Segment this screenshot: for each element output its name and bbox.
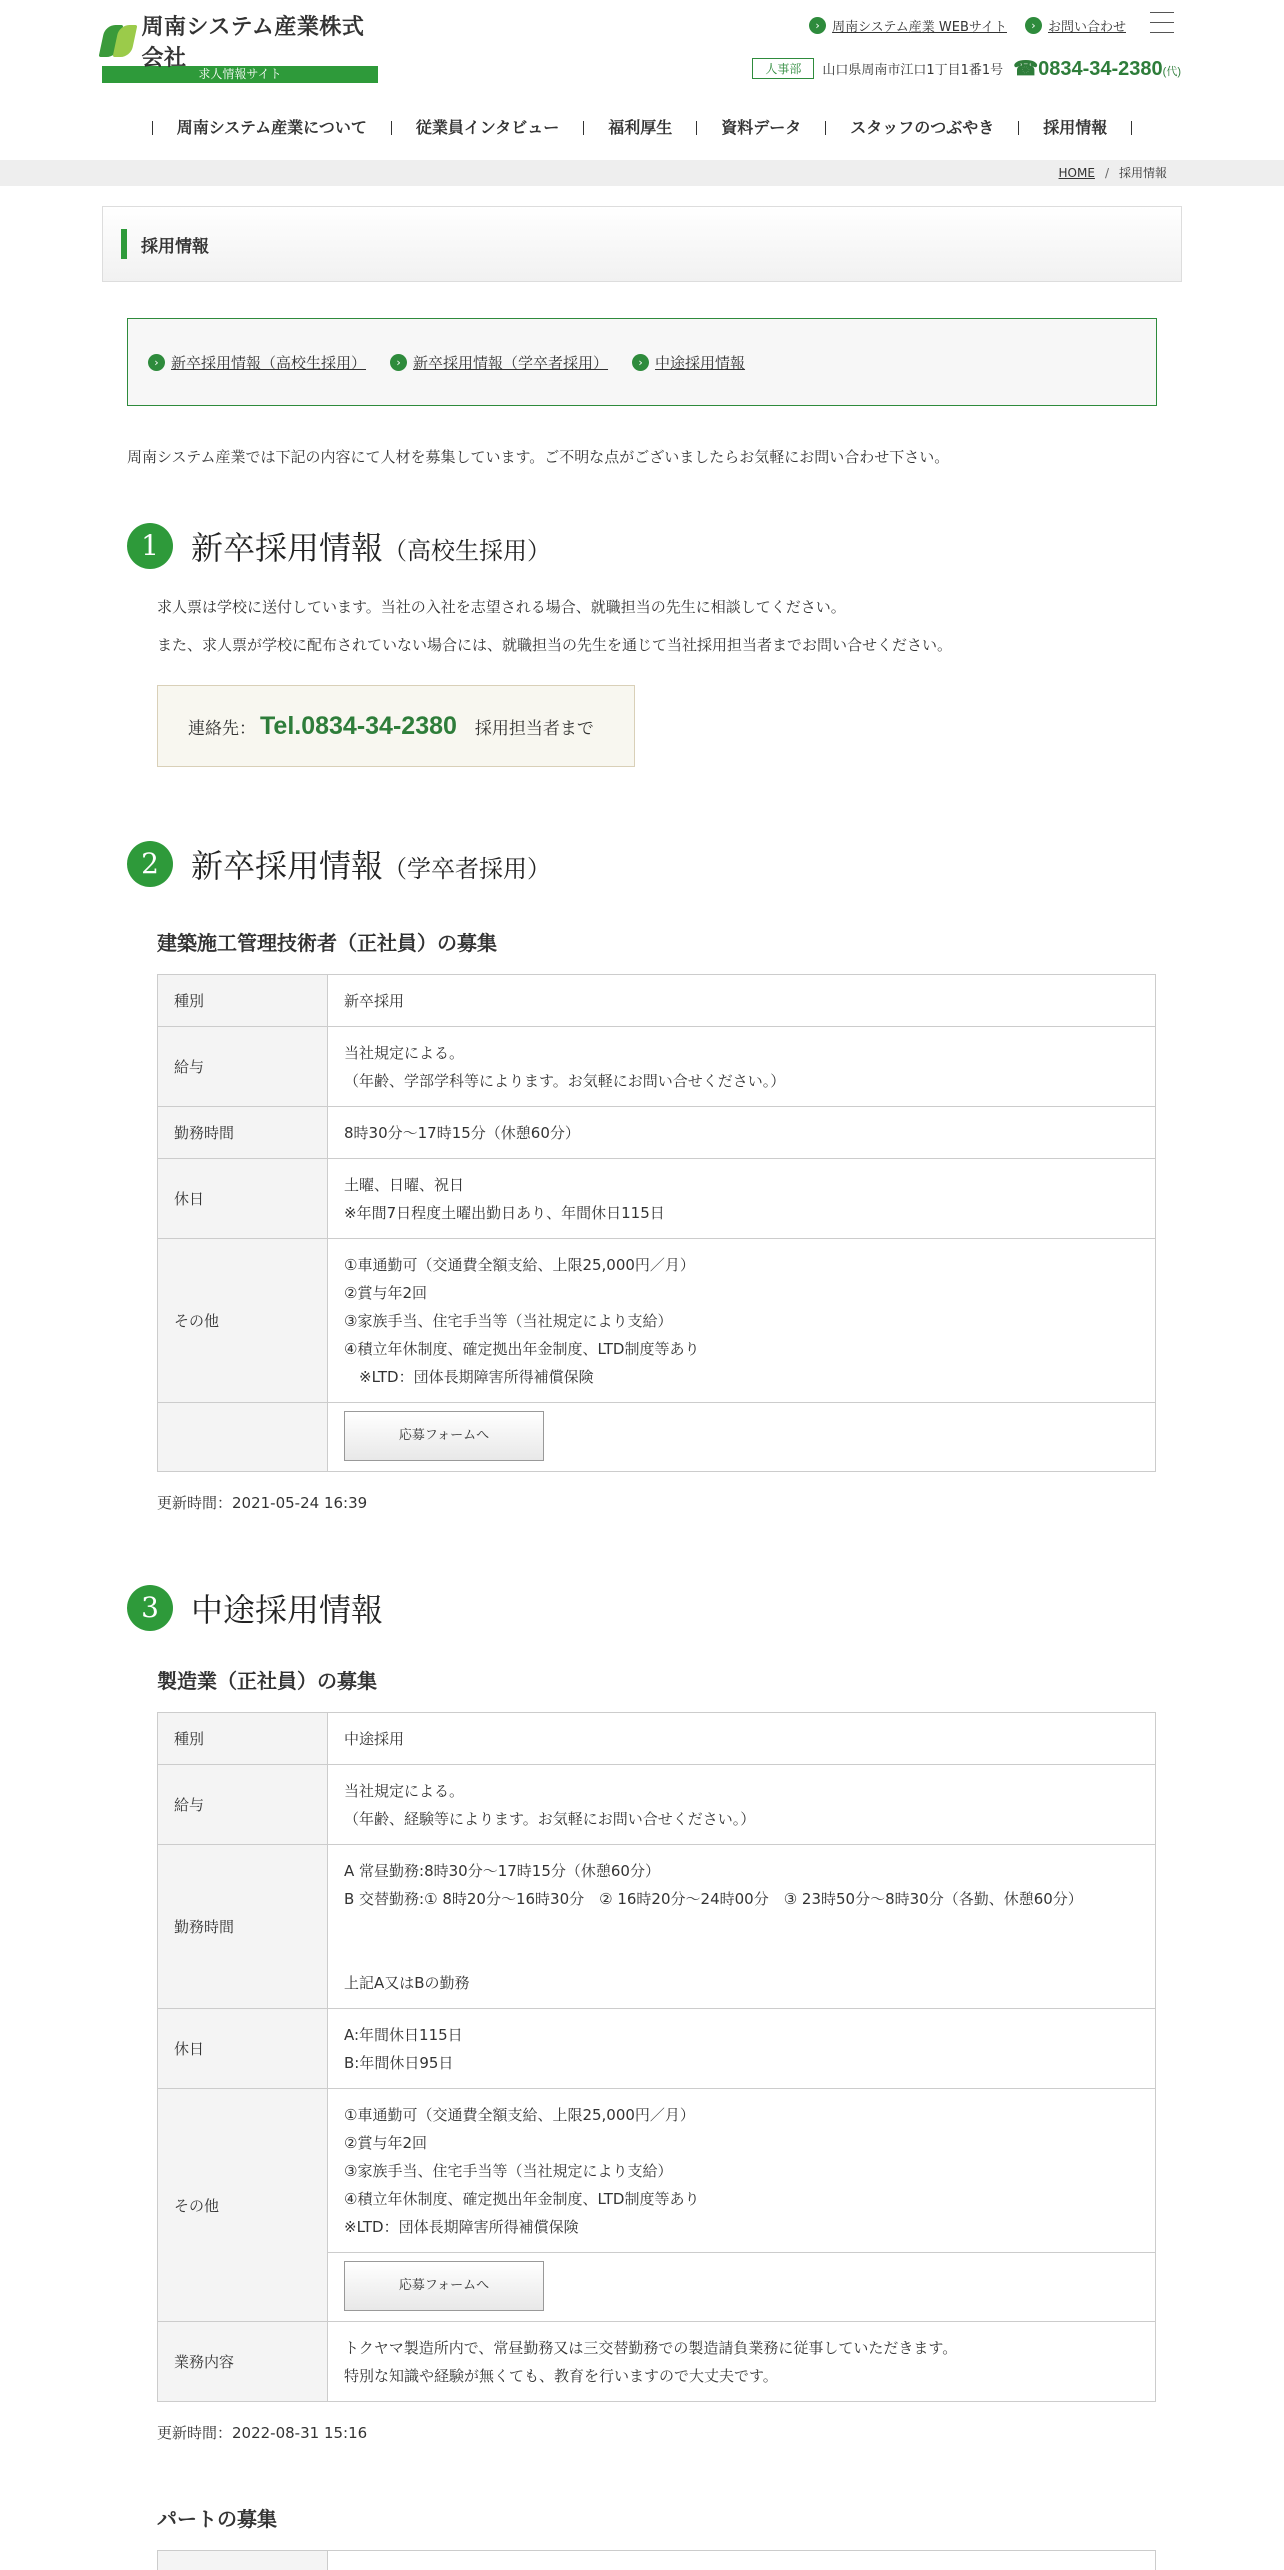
- nav-item-staff-blog[interactable]: スタッフのつぶやき: [825, 121, 1018, 135]
- updated-time: 更新時間：2021-05-24 16:39: [157, 1494, 368, 1512]
- table-row: 給与 当社規定による。 （年齢、学部学科等によります。お気軽にお問い合せください。）: [158, 1027, 1156, 1107]
- title-accent-bar: [121, 229, 127, 259]
- contact-label: 連絡先：: [188, 718, 256, 739]
- table-row: 種別 中途採用: [158, 1713, 1156, 1765]
- company-logo-icon: [102, 23, 136, 59]
- section-number: 2: [127, 841, 173, 887]
- phone-icon: ☎: [1013, 58, 1039, 80]
- dept-badge: 人事部: [752, 58, 814, 79]
- top-links: [809, 16, 1126, 35]
- page-title-box: [102, 206, 1182, 282]
- section-2-heading: [127, 841, 1157, 887]
- table-row: 給与 当社規定による。 （年齢、経験等によります。お気軽にお問い合せください。）: [158, 1765, 1156, 1845]
- site-header: [0, 0, 1284, 96]
- arrow-right-icon: ›: [390, 354, 407, 371]
- breadcrumb-current: 採用情報: [1118, 166, 1167, 180]
- updated-time: 更新時間：2022-08-31 15:16: [157, 2424, 368, 2442]
- nav-item-welfare[interactable]: 福利厚生: [583, 121, 696, 135]
- page-title: 採用情報: [141, 236, 209, 257]
- job-table: [157, 2550, 1156, 2570]
- job-title: 製造業（正社員）の募集: [157, 1669, 377, 1693]
- table-row: 種別 新卒採用: [158, 975, 1156, 1027]
- header-contact: [752, 56, 1181, 81]
- address: 山口県周南市江口1丁目1番1号: [822, 63, 1004, 78]
- section-number: 1: [127, 523, 173, 569]
- anchor-links: [127, 318, 1157, 406]
- table-row: 休日 土曜、日曜、祝日 ※年間7日程度土曜出勤日あり、年間休日115日: [158, 1159, 1156, 1239]
- table-row: その他 ①車通勤可（交通費全額支給、上限25,000円／月） ②賞与年2回 ③家族手当、住宅手当等（当社規定により支給） ④積立年休制度、確定拠出年金制度、LTD制度等あり ※LTD：団体長期障害所得補償保険: [158, 2089, 1156, 2253]
- corporate-site-link[interactable]: 周南システム産業 WEBサイト: [832, 20, 1007, 35]
- contact-box: [157, 685, 635, 767]
- nav-item-recruit[interactable]: 採用情報: [1018, 121, 1132, 135]
- section-1-text-1: 求人票は学校に送付しています。当社の入社を志望される場合、就職担当の先生に相談してください。: [157, 598, 846, 616]
- contact-link[interactable]: お問い合わせ: [1047, 20, 1126, 35]
- intro-text: 周南システム産業では下記の内容にて人材を募集しています。ご不明な点がございましたらお気軽にお問い合わせ下さい。: [127, 448, 950, 466]
- section-1-text-2: また、求人票が学校に配布されていない場合には、就職担当の先生を通じて当社採用担当者までお問い合せください。: [157, 636, 953, 654]
- anchor-graduate[interactable]: 新卒採用情報（学卒者採用）: [413, 353, 609, 372]
- anchor-highschool[interactable]: 新卒採用情報（高校生採用）: [171, 353, 367, 372]
- arrow-right-icon: ›: [632, 354, 649, 371]
- apply-button[interactable]: 応募フォームへ: [344, 2261, 544, 2311]
- section-1-heading: [127, 523, 1157, 569]
- section-3-heading: [127, 1585, 1157, 1631]
- job-table: [157, 974, 1156, 1472]
- job-table: [157, 1712, 1156, 2402]
- table-row: 業務内容 トクヤマ製造所内で、常昼勤務又は三交替勤務での製造請負業務に従事していただきます。 特別な知識や経験が無くても、教育を行いますので大丈夫です。: [158, 2322, 1156, 2402]
- section-title: 新卒採用情報: [191, 847, 384, 885]
- job-title: 建築施工管理技術者（正社員）の募集: [157, 931, 497, 955]
- table-row: [158, 1403, 1156, 1472]
- table-row: 勤務時間 8時30分～17時15分（休憩60分）: [158, 1107, 1156, 1159]
- section-title: 新卒採用情報: [191, 529, 384, 567]
- contact-tel[interactable]: Tel.0834-34-2380: [260, 711, 457, 740]
- header-tel[interactable]: ☎0834-34-2380(代): [1013, 58, 1181, 80]
- breadcrumb-home[interactable]: HOME: [1058, 166, 1095, 180]
- menu-icon[interactable]: [1150, 12, 1174, 34]
- section-number: 3: [127, 1585, 173, 1631]
- arrow-right-icon: ›: [1025, 17, 1042, 34]
- breadcrumb: HOME / 採用情報: [0, 160, 1284, 186]
- section-subtitle: （学卒者採用）: [383, 855, 552, 883]
- nav-item-data[interactable]: 資料データ: [696, 121, 825, 135]
- contact-note: 採用担当者まで: [474, 718, 594, 739]
- nav-item-interview[interactable]: 従業員インタビュー: [391, 121, 583, 135]
- section-subtitle: （高校生採用）: [383, 537, 552, 565]
- nav-item-about[interactable]: 周南システム産業について: [152, 121, 391, 135]
- section-title: 中途採用情報: [191, 1591, 384, 1629]
- table-row: その他 ①車通勤可（交通費全額支給、上限25,000円／月） ②賞与年2回 ③家族手当、住宅手当等（当社規定により支給） ④積立年休制度、確定拠出年金制度、LTD制度等あり ※LTD：団体長期障害所得補償保険: [158, 1239, 1156, 1403]
- company-name: 周南システム産業株式会社: [141, 14, 365, 70]
- job-title: パートの募集: [157, 2507, 277, 2531]
- anchor-midcareer[interactable]: 中途採用情報: [655, 353, 746, 372]
- site-label: 求人情報サイト: [102, 66, 378, 83]
- table-row: 勤務時間 A 常昼勤務:8時30分～17時15分（休憩60分） B 交替勤務:① 8時20分～16時30分 ② 16時20分～24時00分 ③ 23時50分～8時30分（各勤、休憩60分） 上記A又はBの勤務: [158, 1845, 1156, 2009]
- global-nav: [0, 96, 1284, 160]
- table-row: 休日 A:年間休日115日 B:年間休日95日: [158, 2009, 1156, 2089]
- site-logo[interactable]: [102, 14, 378, 83]
- apply-button[interactable]: 応募フォームへ: [344, 1411, 544, 1461]
- arrow-right-icon: ›: [148, 354, 165, 371]
- arrow-right-icon: ›: [809, 17, 826, 34]
